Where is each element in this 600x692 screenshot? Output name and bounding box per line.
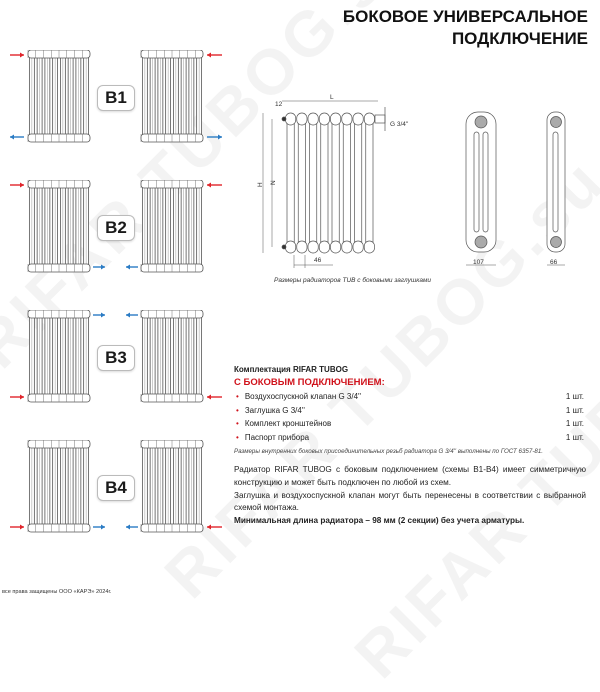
dim-12-label: 12	[275, 101, 283, 108]
kit-item-name	[234, 392, 361, 401]
supply-arrow-icon	[207, 395, 222, 400]
kit-item-qty: 1 шт.	[565, 432, 584, 442]
return-arrow-icon	[93, 265, 105, 270]
return-arrow-icon	[10, 135, 24, 140]
kit-item	[234, 404, 584, 418]
kit-item-label: Заглушка G 3/4''	[244, 405, 305, 415]
radiator-icon	[141, 180, 203, 272]
scheme-label: B4	[97, 475, 135, 501]
radiator-icon	[141, 50, 203, 142]
side-view-107	[466, 112, 496, 265]
kit-subtitle: С БОКОВЫМ ПОДКЛЮЧЕНИЕМ:	[234, 377, 385, 388]
title-line-1: БОКОВОЕ УНИВЕРСАЛЬНОЕ	[342, 7, 588, 26]
kit-item-label: Комплект кронштейнов	[244, 419, 332, 429]
kit-item-label: Воздухоспускной клапан G 3/4''	[244, 392, 362, 402]
description-p1: Радиатор RIFAR TUBOG с боковым подключением (схемы B1-B4) имеет симметричную конструкцию и может быть подключен по любой из схем.	[234, 465, 586, 487]
return-arrow-icon	[207, 135, 222, 140]
dim-66-label: 66	[550, 259, 558, 266]
radiator-icon	[28, 180, 90, 272]
supply-arrow-icon	[10, 53, 24, 58]
supply-arrow-icon	[207, 53, 222, 58]
scheme-b4	[0, 440, 230, 540]
kit-section	[234, 365, 584, 455]
kit-title: Комплектация RIFAR TUBOG	[234, 365, 349, 374]
scheme-b2	[0, 180, 230, 280]
kit-item	[234, 431, 584, 445]
drawing-caption: Размеры радиаторов TUB с боковыми заглушками	[274, 277, 432, 284]
kit-item	[234, 390, 584, 404]
dim-n-label: N	[270, 180, 277, 185]
supply-arrow-icon	[10, 525, 24, 530]
side-view-66	[547, 112, 565, 265]
kit-item-qty: 1 шт.	[565, 405, 584, 415]
kit-item-qty: 1 шт.	[565, 392, 584, 402]
supply-arrow-icon	[207, 525, 222, 530]
supply-arrow-icon	[207, 183, 222, 188]
dim-107-label: 107	[473, 259, 484, 266]
return-arrow-icon	[126, 265, 138, 270]
supply-arrow-icon	[10, 183, 24, 188]
kit-note: Размеры внутренних боковых присоединительных резьб радиатора G 3/4'' выполнены по ГОСТ 6357-81.	[234, 448, 543, 455]
dim-46-label: 46	[314, 257, 322, 264]
return-arrow-icon	[126, 313, 138, 318]
bullet-icon: •	[236, 405, 239, 415]
kit-item	[234, 417, 584, 431]
radiator-icon	[28, 310, 90, 402]
bullet-icon: •	[236, 419, 239, 429]
return-arrow-icon	[93, 313, 105, 318]
dim-l-label: L	[330, 94, 334, 101]
radiator-icon	[28, 440, 90, 532]
kit-list	[234, 390, 584, 444]
scheme-b1	[0, 50, 230, 150]
kit-item-name	[234, 419, 331, 428]
description-p3: Минимальная длина радиатора – 98 мм (2 секции) без учета арматуры.	[234, 516, 525, 526]
dim-h-label: H	[257, 182, 264, 187]
front-view	[282, 107, 385, 253]
kit-item-name	[234, 406, 305, 415]
kit-item-name	[234, 433, 309, 442]
scheme-b3	[0, 310, 230, 410]
page-title	[343, 6, 588, 50]
return-arrow-icon	[93, 525, 105, 530]
radiator-icon	[28, 50, 90, 142]
radiator-icon	[141, 310, 203, 402]
description-p2: Заглушка и воздухоспускной клапан могут быть перенесены в соответствии с выбранной схемой монтажа.	[234, 490, 586, 513]
radiator-icon	[141, 440, 203, 532]
description	[234, 464, 586, 528]
copyright: все права защищены ООО «КАРЭ» 2024г.	[2, 589, 112, 595]
scheme-label: B2	[97, 215, 135, 241]
title-line-2: ПОДКЛЮЧЕНИЕ	[451, 29, 588, 48]
scheme-label: B3	[97, 345, 135, 371]
return-arrow-icon	[126, 525, 138, 530]
bullet-icon: •	[236, 432, 239, 442]
kit-item-label: Паспорт прибора	[244, 432, 310, 442]
thread-label: G 3/4''	[390, 121, 409, 128]
bullet-icon: •	[236, 392, 239, 402]
kit-item-qty: 1 шт.	[565, 419, 584, 429]
scheme-label: B1	[97, 85, 135, 111]
supply-arrow-icon	[10, 395, 24, 400]
dimension-drawing	[250, 90, 600, 275]
